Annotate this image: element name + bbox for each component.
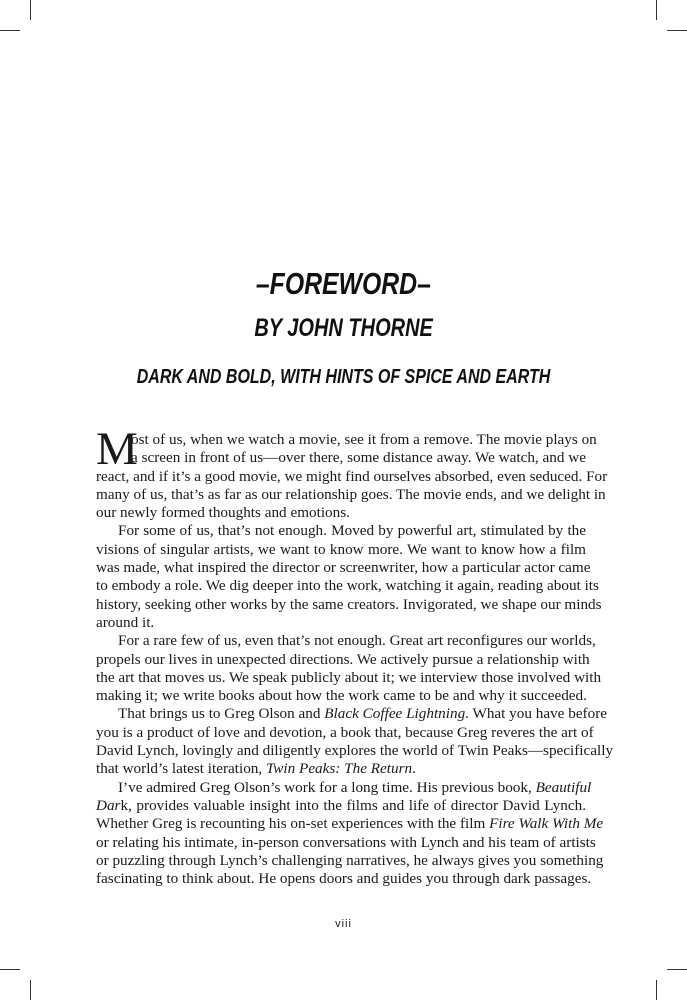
text-line bbox=[96, 668, 602, 687]
text-segment: ost of us, when we watch a movie, see it from a remove. The movie plays on bbox=[131, 431, 597, 448]
page-number: viii bbox=[335, 918, 352, 930]
text-line bbox=[96, 705, 608, 723]
text-segment: or puzzling through Lynch’s challenging narratives, he always gives you something bbox=[96, 851, 604, 869]
crop-mark bbox=[30, 0, 31, 20]
text-segment: or relating his intimate, in-person conversations with Lynch and his team of artists bbox=[96, 833, 596, 851]
text-line bbox=[96, 778, 592, 797]
text-line bbox=[96, 449, 586, 467]
text-segment: Whether Greg is recounting his on-set experiences with the film bbox=[96, 815, 490, 833]
paragraph bbox=[96, 423, 608, 522]
italic-title: Twin Peaks: The Return bbox=[265, 760, 413, 778]
crop-mark bbox=[667, 969, 687, 970]
text-segment: I’ve admired Greg Olson’s work for a long time. His previous book, bbox=[118, 778, 536, 796]
byline-text: BY JOHN THORNE bbox=[254, 314, 433, 342]
text-segment: That brings us to Greg Olson and bbox=[118, 705, 325, 723]
text-segment: making it; we write books about how the work came to be and why it succeeded. bbox=[96, 687, 587, 705]
italic-title: Fire Walk With Me bbox=[489, 815, 604, 833]
paragraph bbox=[96, 632, 602, 705]
text-line bbox=[96, 595, 602, 614]
text-line bbox=[96, 797, 586, 815]
text-segment: a screen in front of us—over there, some distance away. We watch, and we bbox=[131, 449, 586, 467]
text-line bbox=[96, 485, 606, 504]
crop-mark bbox=[667, 30, 687, 31]
text-segment: react, and if it’s a good movie, we might find ourselves absorbed, even seduced. For bbox=[96, 467, 608, 485]
text-line bbox=[96, 632, 596, 650]
text-line bbox=[96, 815, 604, 833]
crop-mark bbox=[30, 980, 31, 1000]
text-line bbox=[96, 559, 591, 577]
text-segment: around it. bbox=[96, 613, 155, 631]
body-text bbox=[96, 423, 614, 888]
text-segment: was made, what inspired the director or screenwriter, how a particular actor came bbox=[96, 559, 591, 577]
chapter-title-text: –FOREWORD– bbox=[256, 266, 431, 301]
text-line bbox=[96, 870, 592, 888]
text-segment: the art that moves us. We speak publicly about it; we interview those involved with bbox=[96, 668, 602, 686]
text-segment: David Lynch, lovingly and diligently explores the world of Twin Peaks—specifically bbox=[96, 742, 614, 760]
text-line bbox=[96, 723, 594, 742]
text-line bbox=[96, 687, 586, 705]
drop-cap: M bbox=[96, 423, 138, 475]
text-segment: to embody a role. We dig deeper into the work, watching it again, reading about its bbox=[96, 577, 599, 595]
text-segment: visions of singular artists, we want to know more. We want to know how a film bbox=[96, 540, 586, 558]
text-segment: that world’s latest iteration, bbox=[96, 760, 266, 778]
text-segment: . bbox=[412, 760, 416, 778]
italic-title: Beautiful bbox=[535, 778, 592, 796]
text-line bbox=[96, 504, 586, 522]
text-segment: history, seeking other works by the same creators. Invigorated, we shape our minds bbox=[96, 595, 602, 613]
subtitle bbox=[0, 366, 687, 389]
text-line bbox=[96, 851, 604, 870]
text-line bbox=[96, 614, 586, 632]
paragraph bbox=[96, 522, 602, 632]
crop-mark bbox=[656, 980, 657, 1000]
text-line bbox=[96, 522, 586, 540]
italic-title: Black Coffee Lightning bbox=[324, 705, 466, 723]
text-segment: For a rare few of us, even that’s not enough. Great art reconfigures our worlds, bbox=[118, 632, 596, 650]
italic-title: Dar bbox=[96, 796, 121, 814]
crop-mark bbox=[656, 0, 657, 20]
text-line bbox=[96, 577, 599, 595]
paragraph bbox=[96, 778, 604, 889]
text-line bbox=[96, 833, 596, 852]
text-line bbox=[96, 760, 586, 778]
crop-mark bbox=[0, 30, 20, 31]
text-segment: k, provides valuable insight into the films and life of director David Lynch. bbox=[120, 796, 586, 814]
text-segment: propels our lives in unexpected directions. We actively pursue a relationship with bbox=[96, 650, 590, 668]
text-line bbox=[96, 650, 590, 669]
text-segment: For some of us, that’s not enough. Moved by powerful art, stimulated by the bbox=[118, 522, 586, 540]
text-segment: fascinating to think about. He opens doors and guides you through dark passages. bbox=[96, 870, 592, 888]
text-line bbox=[96, 541, 586, 559]
text-line bbox=[96, 742, 614, 760]
byline bbox=[0, 314, 687, 343]
chapter-title bbox=[0, 266, 687, 302]
text-segment: . What you have before bbox=[465, 705, 608, 723]
text-segment: many of us, that’s as far as our relationship goes. The movie ends, and we delight in bbox=[96, 485, 606, 503]
paragraph bbox=[96, 705, 614, 778]
text-segment: you is a product of love and devotion, a book that, because Greg reveres the art of bbox=[96, 723, 594, 741]
subtitle-text: DARK AND BOLD, WITH HINTS OF SPICE AND EARTH bbox=[136, 366, 551, 388]
crop-mark bbox=[0, 969, 20, 970]
text-line bbox=[96, 467, 608, 486]
text-line bbox=[96, 431, 597, 449]
text-segment: our newly formed thoughts and emotions. bbox=[96, 504, 350, 522]
